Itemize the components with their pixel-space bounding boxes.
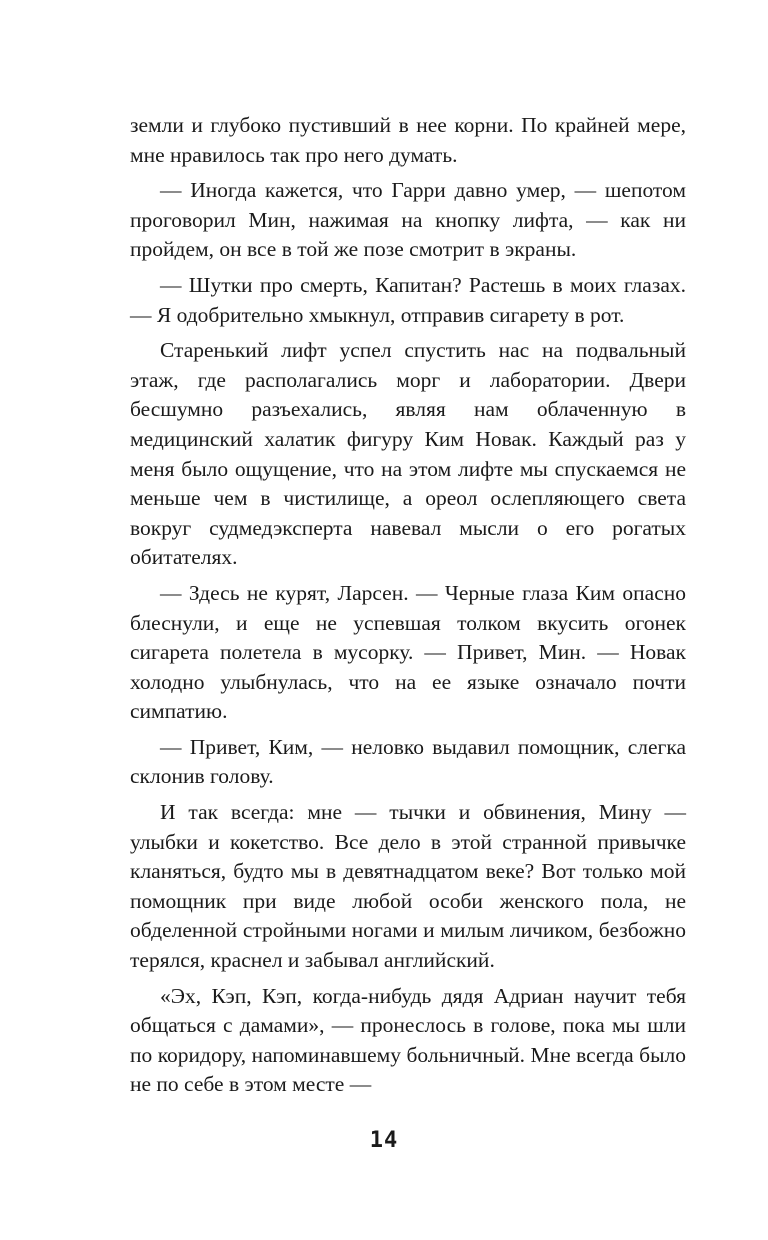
- paragraph: земли и глубоко пустивший в нее корни. По крайней мере, мне нравилось так про него думать.: [130, 113, 686, 167]
- paragraph: «Эх, Кэп, Кэп, когда-нибудь дядя Адриан научит тебя общаться с дамами», — пронеслось в голове, пока мы шли по коридору, напоминавшему больничный. Мне всегда было не по себе в этом месте —: [130, 983, 686, 1097]
- page-number: 14: [369, 1128, 399, 1153]
- paragraph: — Иногда кажется, что Гарри давно умер, — шепотом проговорил Мин, нажимая на кнопку лифта, — как ни пройдем, он все в той же позе смотрит в экраны.: [130, 178, 686, 262]
- body-text: [130, 111, 686, 1100]
- paragraph: Старенький лифт успел спустить нас на подвальный этаж, где располагались морг и лаборатории. Двери бесшумно разъехались, являя нам облаченную в медицинский халатик фигуру Ким Новак. Каждый раз у меня было ощущение, что на этом лифте мы спускаемся не меньше чем в чистилище, а ореол ослепляющего света вокруг судмедэксперта навевал мысли о его рогатых обитателях.: [130, 338, 686, 570]
- paragraph: — Привет, Ким, — неловко выдавил помощник, слегка склонив голову.: [130, 734, 686, 789]
- paragraph: И так всегда: мне — тычки и обвинения, Мину — улыбки и кокетство. Все дело в этой странной привычке кланяться, будто мы в девятнадцатом веке? Вот только мой помощник при виде любой особи женского пола, не обделенной стройными ногами и милым личиком, безбожно терялся, краснел и забывал английский.: [130, 800, 686, 973]
- paragraph: — Здесь не курят, Ларсен. — Черные глаза Ким опасно блеснули, и еще не успевшая толком вкусить огонек сигарета полетела в мусорку. — Привет, Мин. — Новак холодно улыбнулась, что на ее языке означало почти симпатию.: [130, 580, 686, 724]
- paragraph: — Шутки про смерть, Капитан? Растешь в моих глазах. — Я одобрительно хмыкнул, отправив сигарету в рот.: [130, 272, 686, 327]
